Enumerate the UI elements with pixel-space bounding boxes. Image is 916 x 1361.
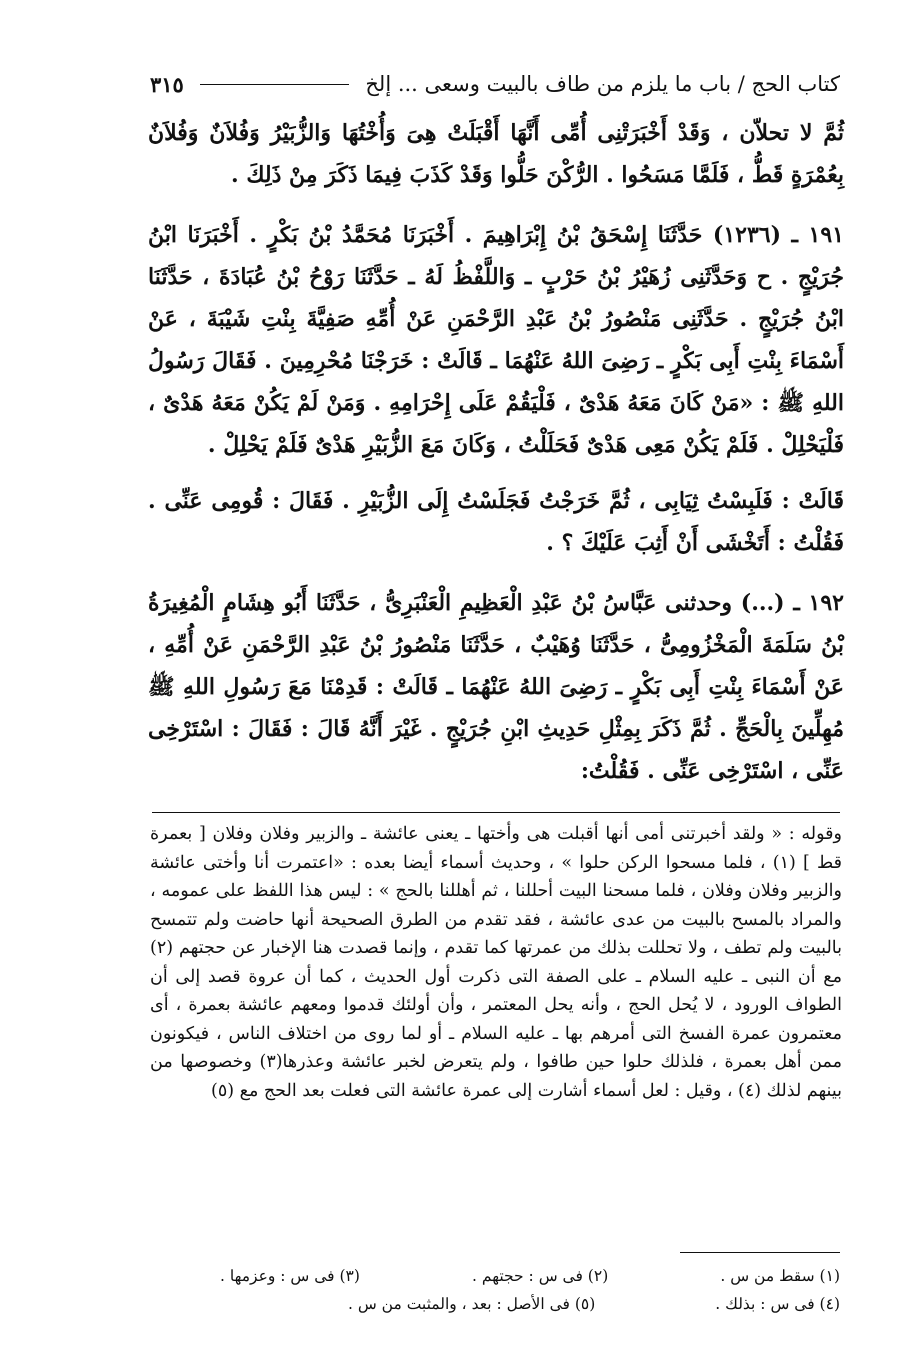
footnote-1: (١) سقط من س . bbox=[720, 1267, 840, 1285]
hadith-text bbox=[148, 112, 844, 806]
footnote-row bbox=[220, 1290, 840, 1318]
commentary-paragraph: وقوله : « ولقد أخبرتنى أمى أنها أقبلت هى وأختها ـ يعنى عائشة ـ والزبير وفلان وفلان [ بعمرة قط ] (١) ، فلما مسحوا الركن حلوا » ، وحديث أسماء أيضا بعده : «اعتمرت أنا وأختى عائشة والزبير وفلان وفلان ، فلما مسحنا البيت أحللنا ، ثم أهللنا بالحج » : ليس هذا اللفظ على عمومه ، والمراد بالمسح بالبيت من عدى عائشة ، فقد تقدم من الطرق الصحيحة أنها حاضت ولم تتمسح بالبيت ولم تطف ، ولا تحللت بذلك من عمرتها كما تقدم ، وإنما قصدت هنا الإخبار عن حجتهم (٢) مع أن النبى ـ عليه السلام ـ على الصفة التى ذكرت أول الحديث ، كما أن عروة قصد إلى أن الطواف الورود ، لا يُحل الحج ، وأنه يحل المعتمر ، وأن أولئك قدموا ومعهم عائشة بعمرة ، أى معتمرون عمرة الفسخ التى أمرهم بها ـ عليه السلام ـ أو لما روى من اختلاف الناس ، فيكونون ممن أهل بعمرة ، فلذلك حلوا حين طافوا ، ولم يتعرض لخبر عائشة وعذرها(٣) وخصوصها من بينهم لذلك (٤) ، وقيل : لعل أسماء أشارت إلى عمرة عائشة التى فعلت بعد الحج مع (٥) bbox=[150, 824, 842, 1101]
footnote-divider bbox=[680, 1252, 840, 1253]
footnote-5: (٥) فى الأصل : بعد ، والمثبت من س . bbox=[347, 1295, 596, 1313]
page-header bbox=[150, 60, 840, 108]
running-title: كتاب الحج / باب ما يلزم من طاف بالبيت وسعى ... إلخ bbox=[365, 72, 840, 96]
footnote-4: (٤) فى س : بذلك . bbox=[715, 1295, 840, 1313]
main-paragraph: قَالَتْ : فَلَبِسْتُ ثِيَابِى ، ثُمَّ خَرَجْتُ فَجَلَسْتُ إِلَى الزُّبَيْرِ . فَقَالَ : قُومِى عَنِّى . فَقُلْتُ : أَتَخْشَى أَنْ أَثِبَ عَلَيْكَ ؟ . bbox=[148, 488, 844, 556]
header-rule bbox=[200, 84, 350, 85]
section-divider bbox=[152, 812, 840, 813]
footnotes bbox=[220, 1262, 840, 1318]
page-number: ٣١٥ bbox=[150, 71, 184, 97]
hadith-192: ١٩٢ ـ (...) وحدثنى عَبَّاسُ بْنُ عَبْدِ الْعَظِيمِ الْعَنْبَرِىُّ ، حَدَّثَنَا أَبُو هِشَامٍ الْمُغِيرَةُ بْنُ سَلَمَةَ الْمَخْزُومِىُّ ، حَدَّثَنَا وُهَيْبٌ ، حَدَّثَنَا مَنْصُورُ بْنُ عَبْدِ الرَّحْمَنِ عَنْ أُمِّهِ ، عَنْ أَسْمَاءَ بِنْتِ أَبِى بَكْرٍ ـ رَضِىَ اللهُ عَنْهُمَا ـ قَالَتْ : قَدِمْنَا مَعَ رَسُولِ اللهِ ﷺ مُهِلِّينَ بِالْحَجِّ . ثُمَّ ذَكَرَ بِمِثْلِ حَدِيثِ ابْنِ جُرَيْجٍ . غَيْرَ أَنَّهُ قَالَ : فَقَالَ : اسْتَرْخِى عَنِّى ، اسْتَرْخِى عَنِّى . فَقُلْتُ: bbox=[148, 590, 844, 784]
hadith-191: ١٩١ ـ (١٢٣٦) حَدَّثَنَا إِسْحَقُ بْنُ إِبْرَاهِيمَ . أَخْبَرَنَا مُحَمَّدُ بْنُ بَكْرٍ . أَخْبَرَنَا ابْنُ جُرَيْجٍ . ح وَحَدَّثَنِى زُهَيْرُ بْنُ حَرْبٍ ـ وَاللَّفْظُ لَهُ ـ حَدَّثَنَا رَوْحُ بْنُ عُبَادَةَ ، حَدَّثَنَا ابْنُ جُرَيْجٍ . حَدَّثَنِى مَنْصُورُ بْنُ عَبْدِ الرَّحْمَنِ عَنْ أُمِّهِ صَفِيَّةَ بِنْتِ شَيْبَةَ ، عَنْ أَسْمَاءَ بِنْتِ أَبِى بَكْرٍ ـ رَضِىَ اللهُ عَنْهُمَا ـ قَالَتْ : خَرَجْنَا مُحْرِمِينَ . فَقَالَ رَسُولُ اللهِ ﷺ : «مَنْ كَانَ مَعَهُ هَدْىٌ ، فَلْيَقُمْ عَلَى إِحْرَامِهِ . وَمَنْ لَمْ يَكُنْ مَعَهُ هَدْىٌ ، فَلْيَحْلِلْ . فَلَمْ يَكُنْ مَعِى هَدْىٌ فَحَلَلْتُ ، وَكَانَ مَعَ الزُّبَيْرِ هَدْىٌ فَلَمْ يَحْلِلْ . bbox=[148, 222, 844, 458]
commentary bbox=[150, 820, 842, 1105]
footnote-2: (٢) فى س : حجتهم . bbox=[472, 1267, 609, 1285]
footnote-3: (٣) فى س : وعزمها . bbox=[220, 1267, 360, 1285]
main-paragraph: ثُمَّ لا تحلاّن ، وَقَدْ أَخْبَرَتْنِى أُمِّى أَنَّهَا أَقْبَلَتْ هِىَ وَأُخْتُهَا وَالزُّبَيْرُ وَفُلاَنٌ وَفُلاَنٌ بِعُمْرَةٍ قَطُّ ، فَلَمَّا مَسَحُوا . الرُّكْنَ حَلُّوا وَقَدْ كَذَبَ فِيمَا ذَكَرَ مِنْ ذَلِكَ . bbox=[148, 120, 844, 188]
footnote-row bbox=[220, 1262, 840, 1290]
